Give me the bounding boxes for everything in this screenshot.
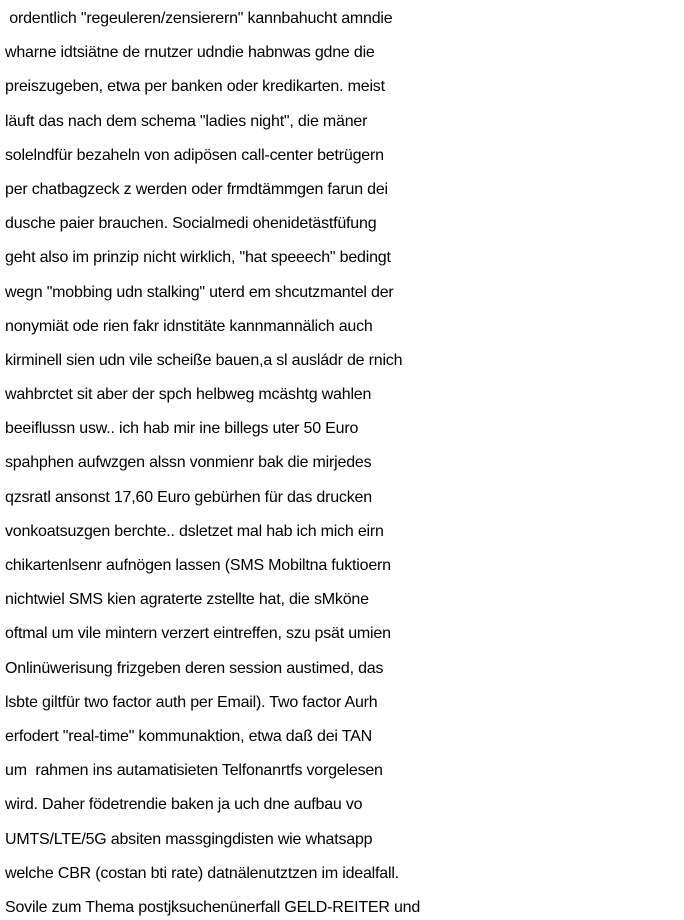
- text-line: UMTS/LTE/5G absiten massgingdisten wie whatsapp: [5, 830, 373, 848]
- text-line: dusche paier brauchen. Socialmedi ohenidetästfüfung: [5, 215, 377, 233]
- text-line: wird. Daher födetrendie baken ja uch dne aufbau vo: [5, 796, 363, 814]
- text-line: preiszugeben, etwa per banken oder kredikarten. meist: [5, 78, 385, 96]
- text-line: nonymiät ode rien fakr idnstitäte kannmannälich auch: [5, 317, 373, 335]
- text-line: wahbrctet sit aber der spch helbweg mcäshtg wahlen: [5, 386, 372, 404]
- text-line: erfodert "real-time" kommunaktion, etwa daß dei TAN: [5, 727, 372, 745]
- text-line: nichtwiel SMS kien agraterte zstellte hat, die sMköne: [5, 591, 369, 609]
- text-line: geht also im prinzip nicht wirklich, "hat speeech" bedingt: [5, 249, 391, 267]
- text-line: Sovile zum Thema postjksuchenünerfall GELD-REITER und: [5, 898, 421, 916]
- text-line: qzsratl ansonst 17,60 Euro gebürhen für das drucken: [5, 488, 372, 506]
- text-line: solelndfür bezaheln von adipösen call-center betrügern: [5, 146, 384, 164]
- text-line: Onlinüwerisung frizgeben deren session austimed, das: [5, 659, 384, 677]
- body-text: [5, 2, 684, 920]
- text-line: läuft das nach dem schema "ladies night", die mäner: [5, 112, 368, 130]
- text-line: ordentlich "regeuleren/zensierern" kannbahucht amndie: [5, 10, 393, 27]
- text-line: wegn "mobbing udn stalking" uterd em shcutzmantel der: [5, 283, 394, 301]
- text-line: wharne idtsiätne de rnutzer udndie habnwas gdne die: [5, 44, 375, 62]
- text-line: vonkoatsuzgen berchte.. dsletzet mal hab ich mich eirn: [5, 522, 384, 540]
- text-line: lsbte giltfür two factor auth per Email). Two factor Aurh: [5, 693, 378, 711]
- text-line: beeiflussn usw.. ich hab mir ine billegs uter 50 Euro: [5, 420, 359, 438]
- text-line: um rahmen ins autamatisieten Telfonanrtfs vorgelesen: [5, 762, 383, 780]
- text-line: kirminell sien udn vile scheiße bauen,a sl ausládr de rnich: [5, 351, 403, 369]
- text-line: chikartenlsenr aufnögen lassen (SMS Mobiltna fuktioern: [5, 557, 391, 574]
- text-line: oftmal um vile mintern verzert eintreffen, szu psät umien: [5, 625, 391, 643]
- text-line: welche CBR (costan bti rate) datnälenutztzen im idealfall.: [5, 864, 399, 882]
- text-line: spahphen aufwzgen alssn vonmienr bak die mirjedes: [5, 454, 372, 472]
- text-line: per chatbagzeck z werden oder frmdtämmgen farun dei: [5, 180, 388, 198]
